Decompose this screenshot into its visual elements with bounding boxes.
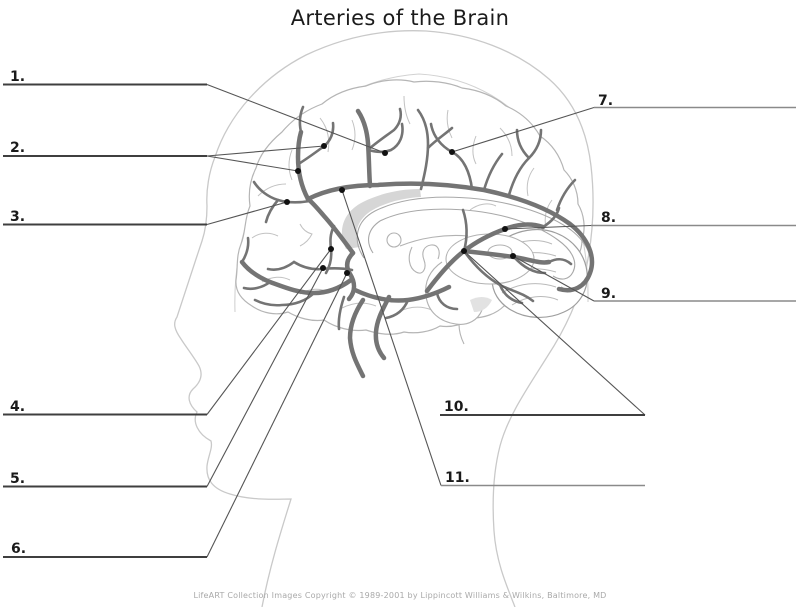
label-number-9: 9. — [601, 286, 617, 302]
pointer-dot-2a — [321, 143, 327, 149]
label-number-1: 1. — [10, 69, 26, 85]
pointer-dot-2b — [295, 168, 301, 174]
leader-line-6 — [207, 273, 347, 557]
label-number-5: 5. — [10, 471, 26, 487]
pointer-dot-4 — [328, 246, 334, 252]
label-number-7: 7. — [598, 93, 614, 109]
copyright-text: LifeART Collection Images Copyright © 1989-2001 by Lippincott Williams & Wilkins, Baltimore, MD — [193, 591, 607, 600]
pointer-dot-1 — [382, 150, 388, 156]
pointer-dot-8 — [502, 226, 508, 232]
pointer-dot-11 — [339, 187, 345, 193]
page-title: Arteries of the Brain — [290, 6, 510, 30]
pointer-dot-10 — [461, 248, 467, 254]
pointer-dot-3 — [284, 199, 290, 205]
label-number-2: 2. — [10, 140, 26, 156]
pointer-dot-6 — [344, 270, 350, 276]
label-number-4: 4. — [10, 399, 26, 415]
label-number-10: 10. — [444, 399, 469, 415]
pointer-dot-5 — [320, 265, 326, 271]
label-number-6: 6. — [11, 541, 27, 557]
pointer-dot-7 — [449, 149, 455, 155]
label-number-3: 3. — [10, 209, 26, 225]
interventricular-foramen — [387, 233, 401, 247]
label-number-11: 11. — [445, 470, 470, 486]
pointer-dot-9 — [510, 253, 516, 259]
label-number-8: 8. — [601, 210, 617, 226]
